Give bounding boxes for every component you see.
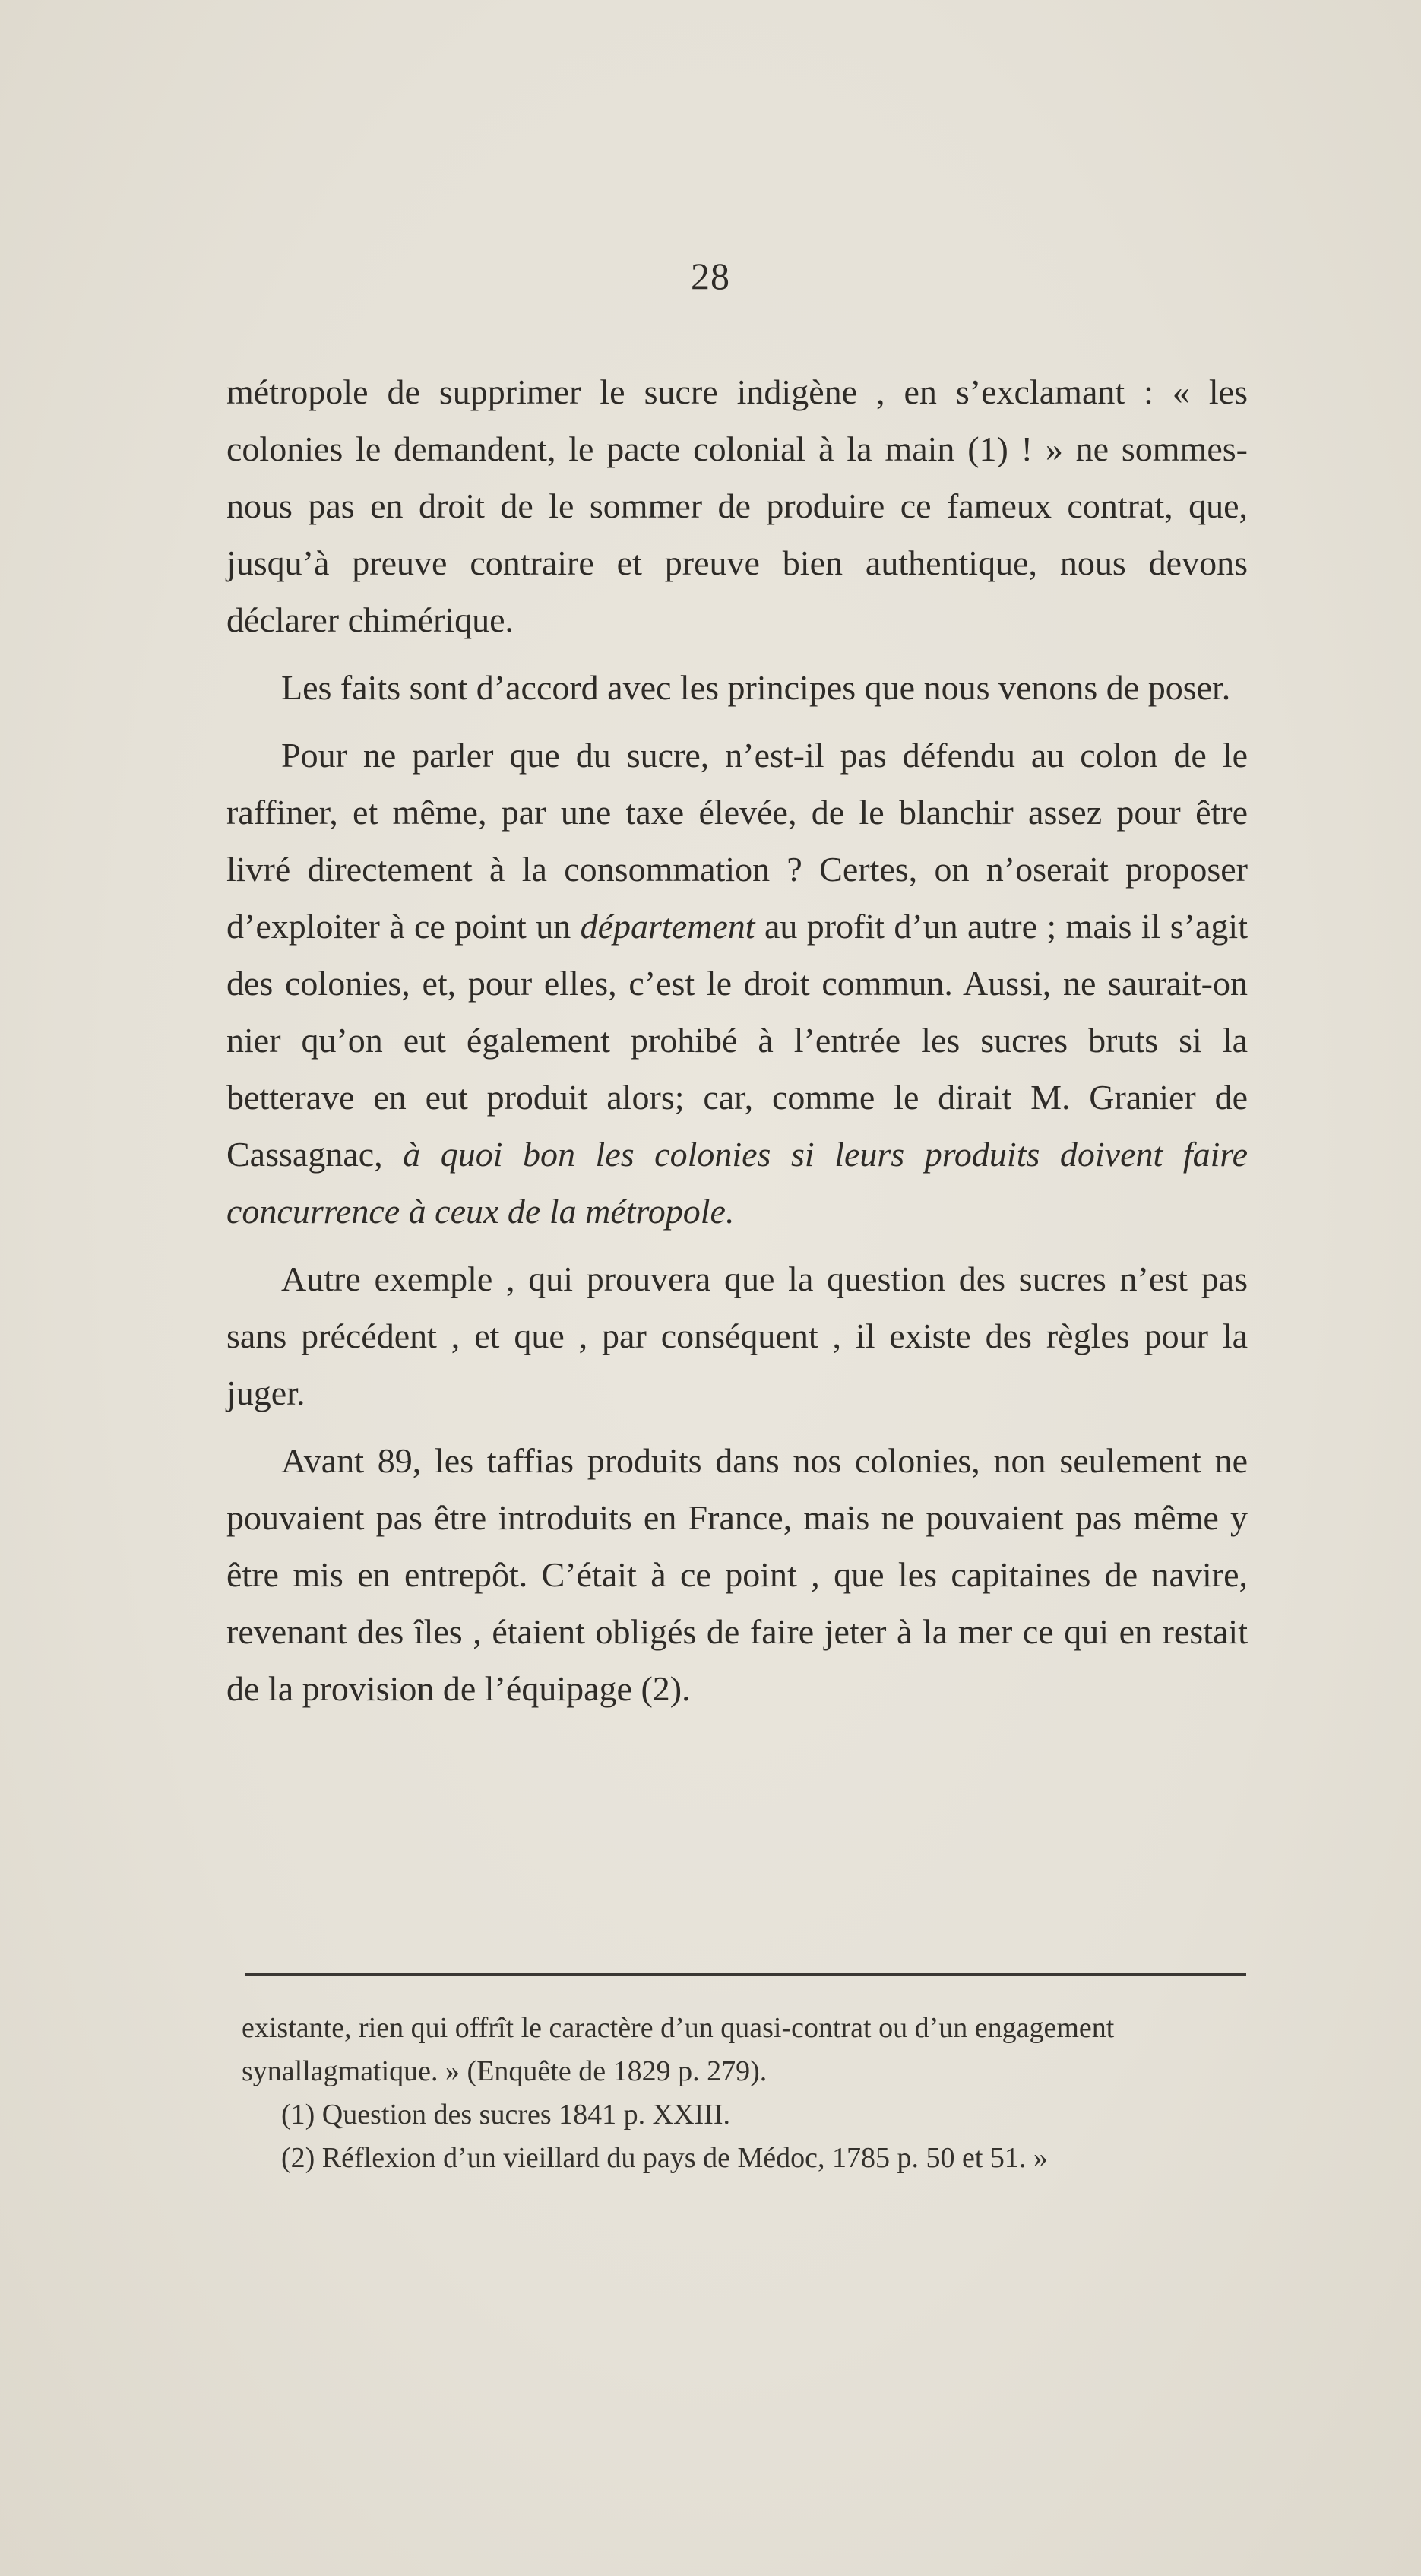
page-number: 28 [691, 255, 730, 297]
paragraph-1: métropole de supprimer le sucre indigène , en s’exclamant : « les colonies le demandent, le pacte colonial à la main (1) ! » ne sommes-nous pas en droit de le sommer de produire ce fameux contrat, que, jusqu’à preuve contraire et preuve bien authentique, nous devons déclarer chimérique. [226, 372, 1248, 639]
emphasis-departement: département [580, 907, 755, 946]
paragraph-4: Autre exemple , qui prouvera que la question des sucres n’est pas sans précédent , et que , par conséquent , il existe des règles pour la juger. [226, 1259, 1248, 1412]
paragraph-3 [226, 727, 1248, 1240]
paragraph-3-text-b: au profit d’un autre ; mais il s’agit des colonies, et, pour elles, c’est le droit commun. Aussi, ne saurait-on nier qu’on eut également prohibé à l’entrée les sucres bruts si la betterave en eut produit alors; car, comme le dirait M. Granier de Cassagnac, [226, 907, 1248, 1174]
paragraph-5: Avant 89, les taffias produits dans nos colonies, non seulement ne pouvaient pas être introduits en France, mais ne pouvaient pas même y être mis en entrepôt. C’était à ce point , que les capitaines de navire, revenant des îles , étaient obligés de faire jeter à la mer ce qui en restait de la provision de l’équipage (2). [226, 1441, 1248, 1708]
main-text [226, 363, 1248, 1717]
emphasis-quotation: à quoi bon les colonies si leurs produits doivent faire concurrence à ceux de la métropole. [226, 1135, 1248, 1231]
footnote-continuation: existante, rien qui offrît le caractère d’un quasi-contrat ou d’un engagement synallagmatique. » (Enquête de 1829 p. 279). [242, 2012, 1115, 2087]
footnote-1: (1) Question des sucres 1841 p. XXIII. [281, 2099, 730, 2131]
footnotes [242, 2007, 1261, 2180]
footnote-2: (2) Réflexion d’un vieillard du pays de Médoc, 1785 p. 50 et 51. » [281, 2142, 1048, 2174]
paragraph-2: Les faits sont d’accord avec les principes que nous venons de poser. [281, 668, 1231, 707]
footnote-divider [245, 1973, 1246, 1976]
paragraph-3-text-a: Pour ne parler que du sucre, n’est-il pas défendu au colon de le raffiner, et même, par une taxe élevée, de le blanchir assez pour être livré directement à la consommation ? Certes, on n’oserait proposer d’exploiter à ce point un [226, 736, 1248, 946]
